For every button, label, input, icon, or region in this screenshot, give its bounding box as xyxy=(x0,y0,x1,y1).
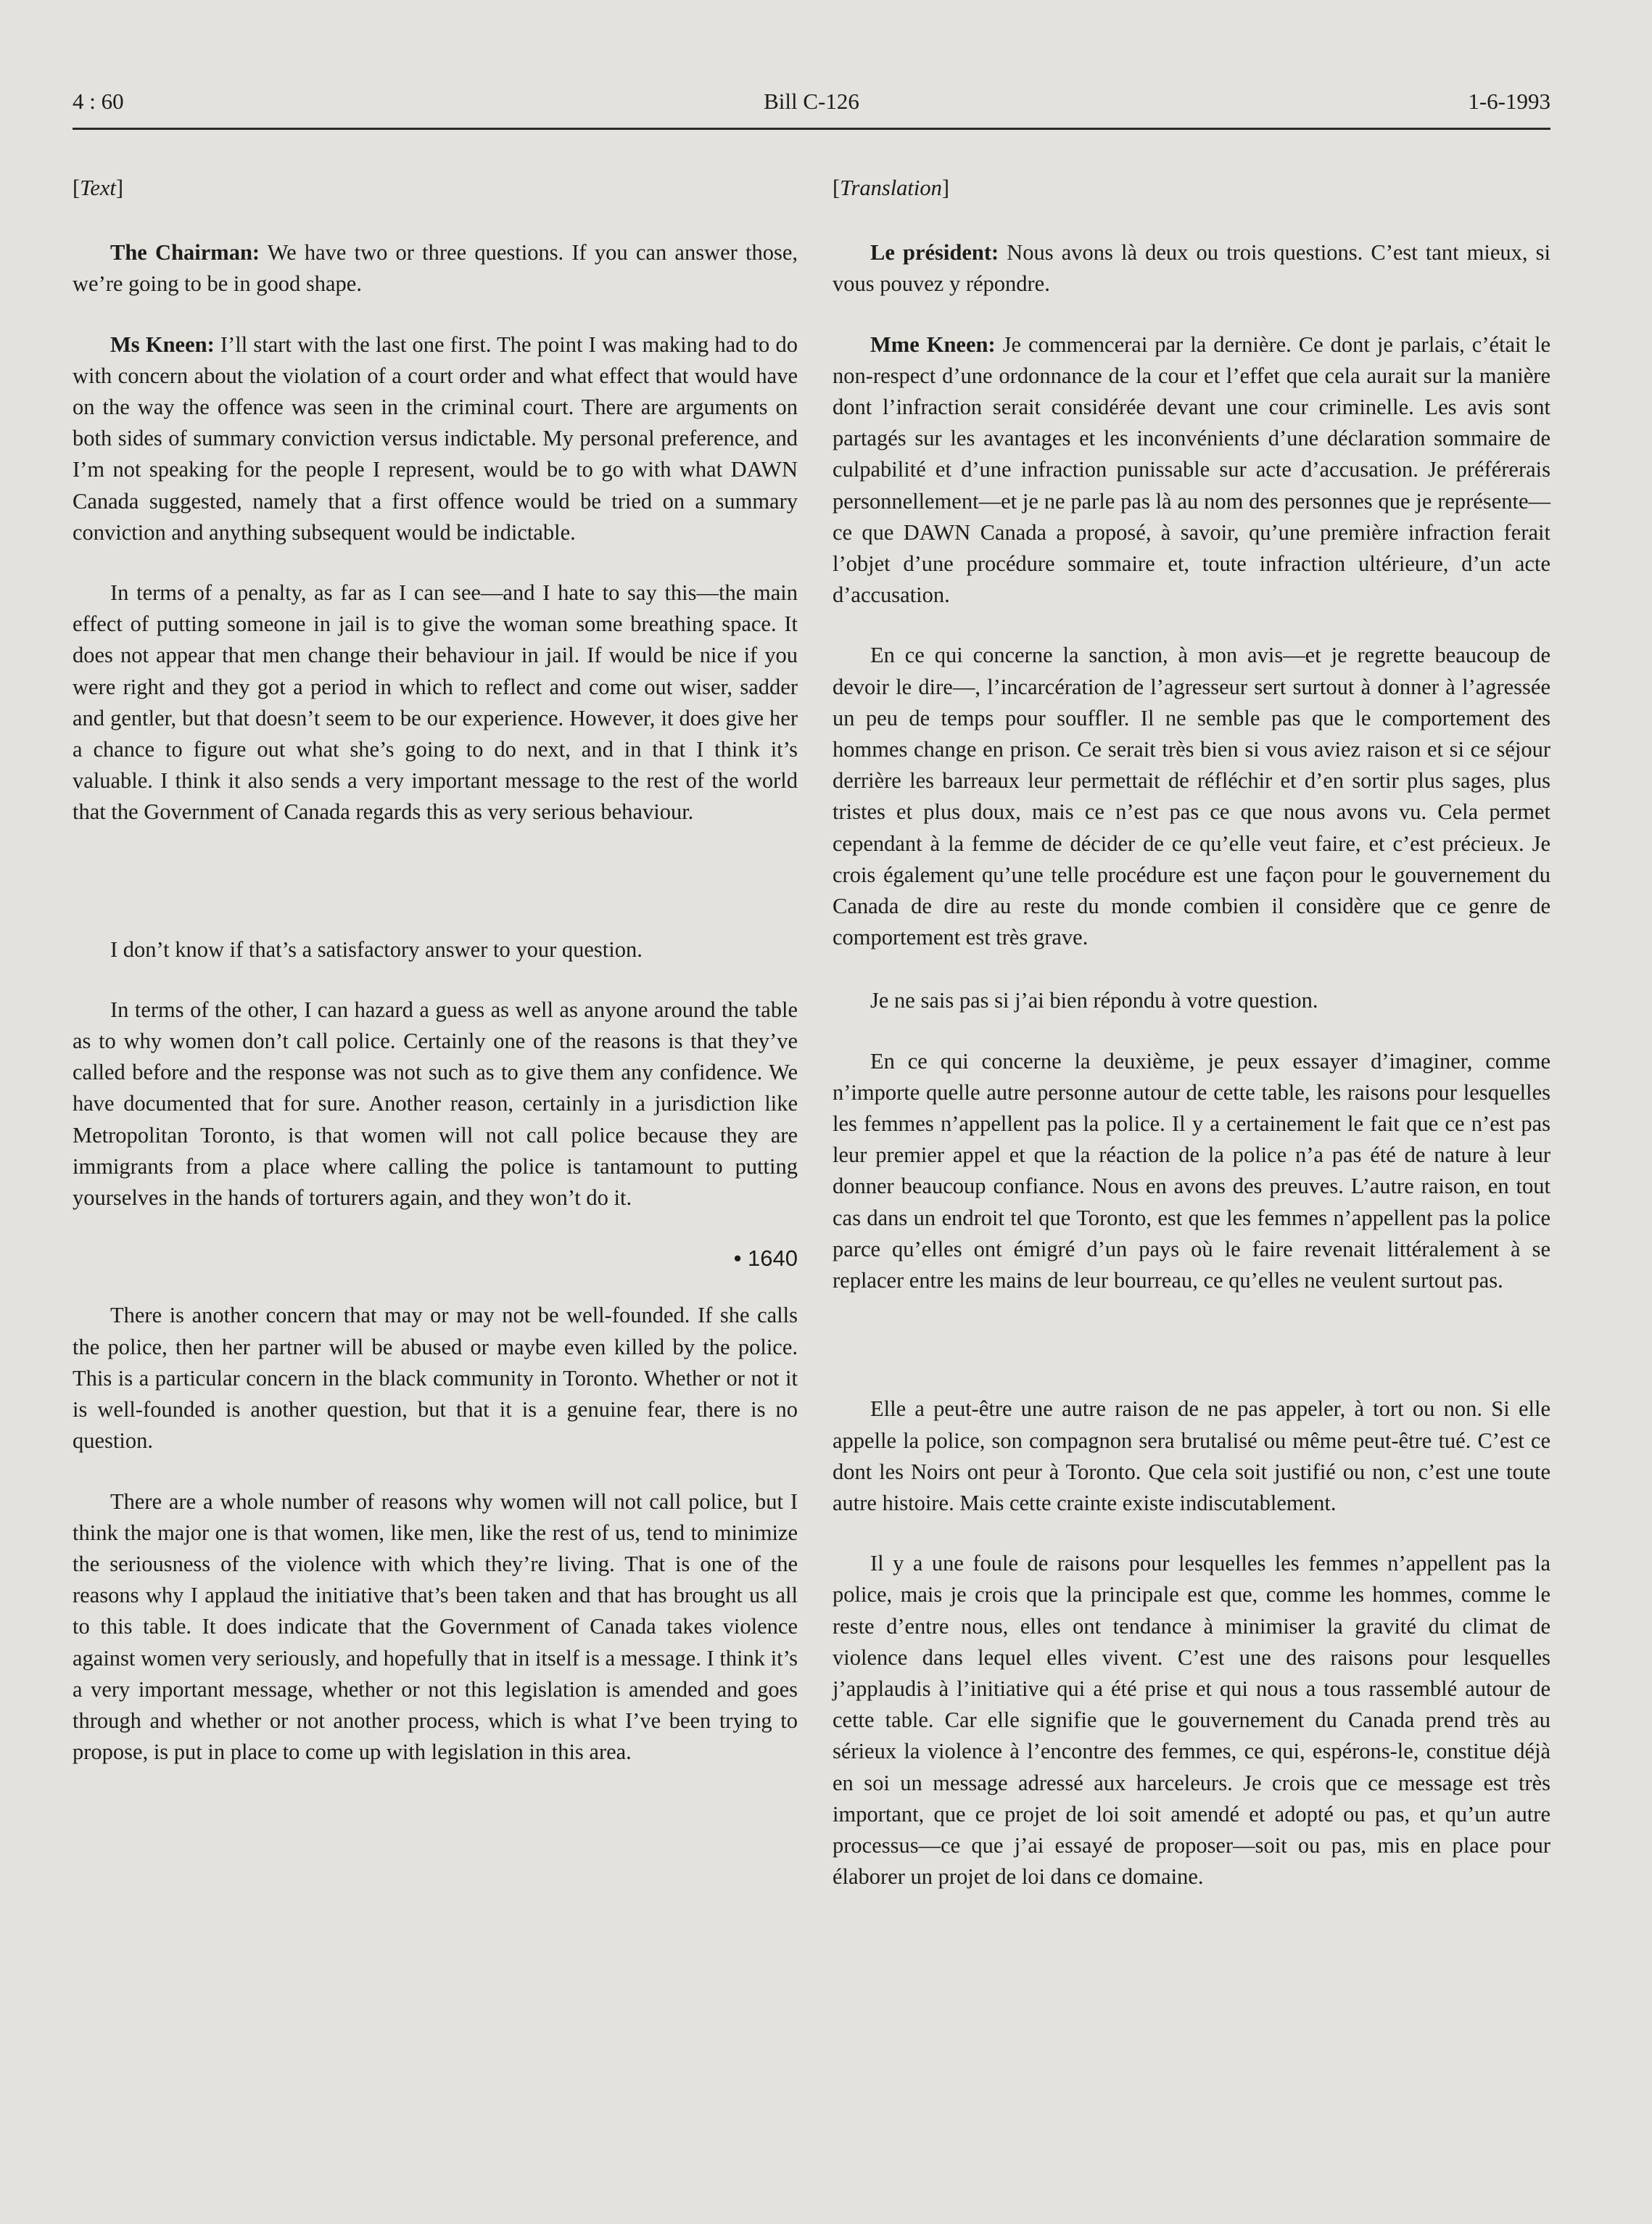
paragraph-text: Je commencerai par la dernière. Ce dont je parlais, c’était le non-respect d’une ordonnance de la cour et l’effet que cela aurait sur la manière dont l’infraction serait considérée devant une cour criminelle. Les avis sont partagés sur les avantages et les inconvénients d’une déclaration sommaire de culpabilité et d’une infraction punissable sur acte d’accusation. Je préférerais personnellement—et je ne parle pas là au nom des personnes que je représente—ce que DAWN Canada a proposé, à savoir, qu’une première infraction ferait l’objet d’une procédure sommaire et, toute infraction ultérieure, d’un acte d’accusation. xyxy=(833,331,1550,608)
paragraph-police: In terms of the other, I can hazard a guess as well as anyone around the table as to why women don’t call police. Certainly one of the reasons is that they’ve called before and the response was not such as to give them any confidence. We have documented that for sure. Another reason, certainly in a jurisdiction like Metropolitan Toronto, is that women will not call police because they are immigrants from a place where calling the police is tantamount to putting yourselves in the hands of torturers again, and they won’t do it. xyxy=(73,997,798,1211)
paragraph-deuxieme: En ce qui concerne la deuxième, je peux essayer d’imaginer, comme n’importe quelle autre personne autour de cette table, les raisons pour lesquelles les femmes n’appellent pas la police. Il y a certainement le fait que ce n’est pas leur premier appel et que la réaction de la police n’a pas été de nature à leur donner beaucoup confiance. Nous en avons des preuves. L’autre raison, en tout cas dans un endroit tel que Toronto, est que les femmes n’appellent pas la police parce qu’elles ont émigré d’un pays où le faire revenait littéralement à se replacer entre les mains de leur bourreau, ce qu’elles ne veulent surtout pas. xyxy=(833,1048,1550,1293)
paragraph-text: I’ll start with the last one first. The point I was making had to do with concern about the violation of a court order and what effect that would have on the way the offence was seen in the criminal court. There are arguments on both sides of summary conviction versus indictable. My personal preference, and I’m not speaking for the people I represent, would be to go with what DAWN Canada suggested, namely that a first offence would be tried on a summary conviction and anything subsequent would be indictable. xyxy=(73,331,798,545)
paragraph-mme-kneen-1 xyxy=(833,329,1550,611)
speaker-chairman: The Chairman: xyxy=(110,240,260,265)
paragraph-reasons: There are a whole number of reasons why women will not call police, but I think the major one is that women, like men, like the rest of us, tend to minimize the seriousness of the violence with which they’re living. That is one of the reasons why I applaud the initiative that’s been taken and that has brought us all to this table. It does indicate that the Government of Canada takes violence against women very seriously, and hopefully that in itself is a message. I think it’s a very important message, whether or not this legislation is amended and goes through and whether or not another process, which is what I’ve been trying to propose, is put in place to come up with legislation in this area. xyxy=(73,1488,798,1765)
paragraph-autre-raison: Elle a peut-être une autre raison de ne pas appeler, à tort ou non. Si elle appelle la police, son compagnon sera brutalisé ou même peut-être tué. C’est ce dont les Noirs ont peur à Toronto. Que cela soit justifié ou non, c’est une toute autre histoire. Mais cette crainte existe indiscutablement. xyxy=(833,1396,1550,1515)
translation-tag: [Translation] xyxy=(833,176,950,200)
paragraph-sanction: En ce qui concerne la sanction, à mon avis—et je regrette beaucoup de devoir le dire—, l’incarcération de l’agresseur sert surtout à donner à l’agressée un peu de temps pour souffler. Il ne semble pas que le comportement des hommes change en prison. Ce serait très bien si vous aviez raison et si ce séjour derrière les barreaux leur permettait de réfléchir et d’en sortir plus sages, plus tristes et plus doux, mais ce n’est pas ce que nous avons vu. Cela permet cependant à la femme de décider de ce qu’elle veut faire, et c’est précieux. Je crois également qu’une telle procédure est une façon pour le gouvernement du Canada de dire au reste du monde combien il considère que ce genre de comportement est très grave. xyxy=(833,643,1550,950)
text-tag: [Text] xyxy=(73,176,124,200)
speaker-president: Le président: xyxy=(870,240,999,265)
paragraph-penalty: In terms of a penalty, as far as I can see—and I hate to say this—the main effect of putting someone in jail is to give the woman some breathing space. It does not appear that men change their behaviour in jail. If would be nice if you were right and they got a period in which to reflect and come out wiser, sadder and gentler, but that doesn’t seem to be our experience. However, it does give her a chance to figure out what she’s going to do next, and in that I think it’s valuable. I think it also sends a very important message to the rest of the world that the Government of Canada regards this as very serious behaviour. xyxy=(73,580,798,825)
paragraph-repondu: Je ne sais pas si j’ai bien répondu à votre question. xyxy=(870,988,1318,1013)
page-number: 4 : 60 xyxy=(73,88,124,114)
paragraph-kneen-1 xyxy=(73,329,798,548)
french-column xyxy=(833,173,1550,1922)
text-tag-label: Text xyxy=(80,176,116,200)
paragraph-chairman xyxy=(73,237,798,300)
paragraph-foule: Il y a une foule de raisons pour lesquelles les femmes n’appellent pas la police, mais je crois que la principale est que, comme les hommes, comme le reste d’entre nous, elles ont tendance à minimiser la gravité du climat de violence dans lequel elles vivent. C’est une des raisons pour lesquelles j’applaudis à l’initiative qui a été prise et qui nous a tous rassemblé autour de cette table. Car elle signifie que le gouvernement du Canada prend très au sérieux la violence à l’encontre des femmes, ce qui, espérons-le, constitue déjà en soi un message adressé aux harceleurs. Je crois que ce message est très important, que ce projet de loi soit amendé et adopté ou pas, et qu’un autre processus—ce que j’ai essayé de proposer—soit ou pas, mis en place pour élaborer un projet de loi dans ce domaine. xyxy=(833,1551,1550,1890)
paragraph-satisfactory: I don’t know if that’s a satisfactory answer to your question. xyxy=(110,936,643,962)
speaker-mme-kneen: Mme Kneen: xyxy=(870,331,996,357)
speaker-kneen: Ms Kneen: xyxy=(110,331,215,357)
paragraph-concern: There is another concern that may or may not be well-founded. If she calls the police, then her partner will be abused or maybe even killed by the police. This is a particular concern in the black community in Toronto. Whether or not it is well-founded is another question, but that it is a genuine fear, there is no question. xyxy=(73,1303,798,1454)
translation-tag-label: Translation xyxy=(840,176,942,200)
paragraph-text: Nous avons là deux ou trois questions. C’est tant mieux, si vous pouvez y répondre. xyxy=(833,240,1550,297)
sitting-date: 1-6-1993 xyxy=(1468,88,1550,114)
timestamp-marker: • 1640 xyxy=(733,1245,798,1272)
paragraph-text: We have two or three questions. If you can answer those, we’re going to be in good shape. xyxy=(73,240,798,297)
bill-title: Bill C-126 xyxy=(764,88,859,114)
english-column xyxy=(73,173,798,1797)
page-header xyxy=(73,86,1550,130)
paragraph-president xyxy=(833,237,1550,300)
